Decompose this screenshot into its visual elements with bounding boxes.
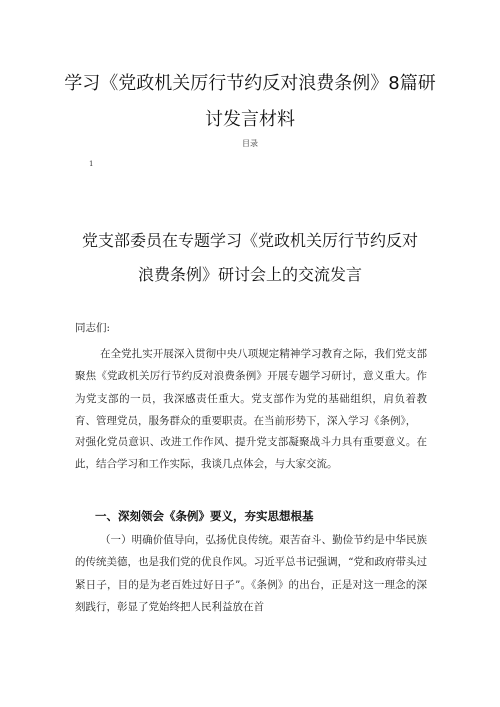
document-title: 学习《党政机关厉行节约反对浪费条例》8篇研讨发言材料 bbox=[64, 73, 436, 130]
heading-1: 一、深刻领会《条例》要义，夯实思想根基 bbox=[95, 509, 314, 523]
paragraph-1: 在全党扎实开展深入贯彻中央八项规定精神学习教育之际，我们党支部聚焦《党政机关厉行节约反对浪费条例》开展专题学习研讨，意义重大。作为党支部的一员，我深感责任重大。党支部作为党的基础组织，肩负着教育、管理党员，服务群众的重要职责。在当前形势下，深入学习《条例》， bbox=[75, 348, 427, 427]
toc-entry-number: 1 bbox=[89, 160, 94, 168]
paragraph-3: （一）明确价值导向，弘扬优良传统。艰苦奋斗、勤俭节约是中华民族的传统美德，也是我们党的优良作风。习近平总书记强调，“党和政府带头过紧日子，目的是为老百姓过好日子”。《条例》的出台，正是对这一理念的深刻践行，彰显了党始终把人民利益放在首 bbox=[75, 534, 427, 613]
paragraph-2: 对强化党员意识、改进工作作风、提升党支部凝聚战斗力具有重要意义。在此，结合学习和工作实际，我谈几点体会，与大家交流。 bbox=[75, 436, 427, 471]
section-title: 党支部委员在专题学习《党政机关厉行节约反对浪费条例》研讨会上的交流发言 bbox=[81, 231, 418, 284]
salutation: 同志们: bbox=[75, 322, 111, 334]
toc-label: 目录 bbox=[242, 139, 258, 148]
